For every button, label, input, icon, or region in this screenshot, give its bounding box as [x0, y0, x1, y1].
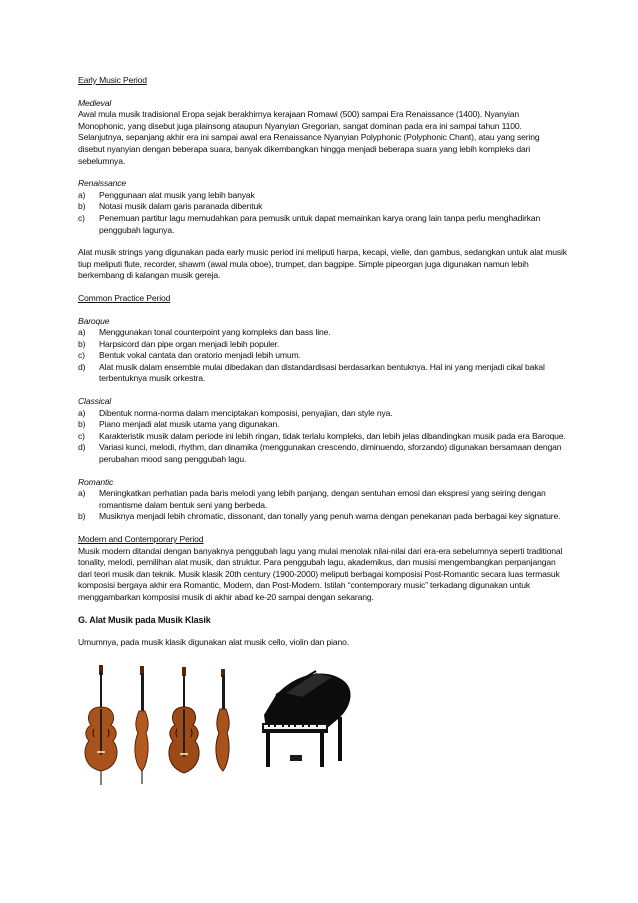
classical-list [78, 408, 568, 466]
cello-icon [85, 665, 117, 785]
list-item: b) Piano menjadi alat musik utama yang digunakan. [78, 419, 280, 430]
common-practice-heading: Common Practice Period [78, 292, 171, 303]
list-item: c) Bentuk vokal cantata dan oratorio menjadi lebih umum. [78, 350, 301, 361]
list-item: d) Alat musik dalam ensemble mulai dibedakan dan distandardisasi berdasarkan bentuknya. Hal ini yang menjadi cikal bakal terbentuknya musik orkestra. [78, 361, 545, 384]
romantic-title: Romantic [78, 476, 114, 487]
modern-heading: Modern and Contemporary Period [78, 534, 204, 544]
list-item: b) Notasi musik dalam garis paranada dibentuk [78, 201, 263, 212]
early-instruments-paragraph: Alat musik strings yang digunakan pada early music period ini meliputi harpa, kecapi, vielle, dan gambus, sedangkan untuk alat musik tiup meliputi flute, recorder, shawm (awal mula oboe), trumpet, dan bagpipe. Simple pipeorgan juga digunakan namun lebih berkembang di kalangan musik gereja. [78, 247, 567, 281]
section-g-body: Umumnya, pada musik klasik digunakan alat musik cello, violin dan piano. [78, 637, 350, 648]
section-g-heading: G. Alat Musik pada Musik Klasik [78, 614, 211, 625]
medieval-title: Medieval [78, 97, 112, 108]
list-item: a) Meningkatkan perhatian pada baris melodi yang lebih panjang, dengan sentuhan emosi dan ekspresi yang seiring dengan romantisme dalam bentuk seni yang berbeda. [78, 488, 546, 510]
document-page [78, 75, 568, 649]
list-item: c) Karakteristik musik dalam periode ini lebih ringan, tidak terlalu kompleks, dan lebih jelas dibandingkan musik pada era Baroque. [78, 430, 566, 441]
baroque-list [78, 327, 568, 385]
cello-side-icon [135, 666, 148, 784]
list-item: c) Penemuan partitur lagu memudahkan para pemusik untuk dapat memainkan karya orang lain tanpa perlu menghadirkan penggubah lagunya. [78, 212, 541, 235]
modern-body: Musik modern ditandai dengan banyaknya penggubah lagu yang mulai menolak nilai-nilai dari era-era sebelumnya seperti traditional tonality, melodi, pemilihan alat musik, dan struktur. Para penggubah lagu, akademikus, dan musisi mengembangkan perpanjangan dari teori musik dan teknik. Musik klasik 20th century (1900-2000) meliputi berbagai komposisi Post-Romantic secara luas termasuk komposisi bergaya akhir era Romantic, Modern, dan Post-Modern. Istilah “contemporary music” terkadang digunakan untuk menggambarkan komposisi musik di akhir abad ke-20 sampai dengan sekarang. [78, 545, 563, 602]
list-item: b) Musiknya menjadi lebih chromatic, dissonant, dan tonally yang penuh warna dengan penekanan pada berbagai key signature. [78, 511, 561, 522]
grand-piano-icon [262, 671, 351, 767]
list-item: d) Variasi kunci, melodi, rhythm, dan dinamika (menggunakan crescendo, diminuendo, sforzando) digunakan bersamaan dengan perubahan mood sang penggubah lagu. [78, 442, 562, 465]
list-item: a) Menggunakan tonal counterpoint yang kompleks dan bass line. [78, 327, 331, 338]
early-music-heading: Early Music Period [78, 75, 147, 85]
baroque-title: Baroque [78, 315, 110, 326]
renaissance-list [78, 190, 568, 236]
renaissance-title: Renaissance [78, 178, 127, 189]
instrument-images [78, 663, 378, 788]
list-item: a) Penggunaan alat musik yang lebih banyak [78, 189, 255, 200]
romantic-list [78, 488, 568, 523]
violin-side-icon [216, 669, 229, 771]
list-item: b) Harpsicord dan pipe organ menjadi lebih populer. [78, 338, 280, 349]
medieval-body: Awal mula musik tradisional Eropa sejak berakhirnya kerajaan Romawi (500) sampai Era Renaissance (1400). Nyanyian Monophonic, yang disebut juga plainsong ataupun Nyanyian Gregorian, sangat dominan pada era ini sampai tahun 1100. Selanjutnya, sepanjang akhir era ini sampai awal era Renaissance Nyanyian Polyphonic (Polyphonic Chant), atau yang sering disebut nyanyian dengan beberapa suara, banyak dikembangkan hingga menjadi beberapa suara yang lebih kompleks dari sebelumnya. [78, 109, 540, 166]
violin-icon [169, 667, 199, 773]
list-item: a) Dibentuk norma-norma dalam menciptakan komposisi, penyajian, dan style nya. [78, 407, 393, 418]
classical-title: Classical [78, 396, 112, 407]
